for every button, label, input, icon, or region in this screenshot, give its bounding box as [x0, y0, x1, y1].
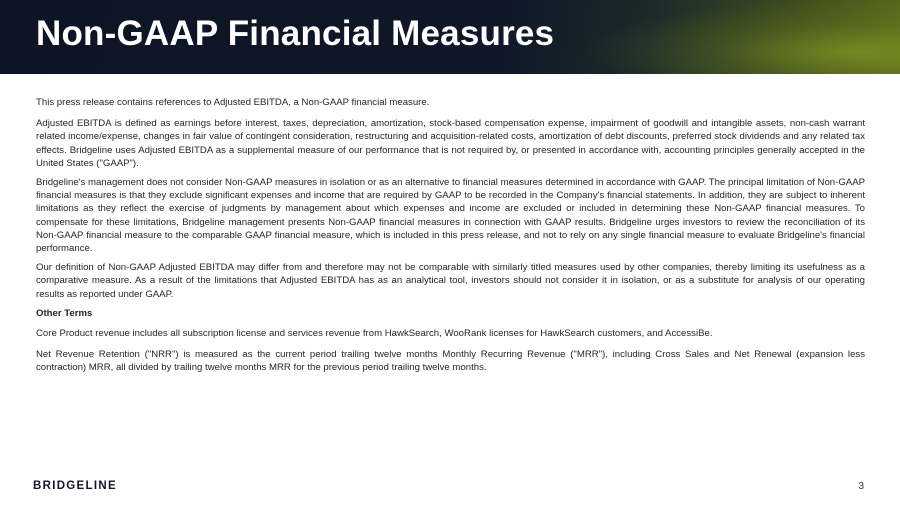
paragraph-definition-comparability: Our definition of Non-GAAP Adjusted EBITDA may differ from and therefore may not be comparable with similarly titled measures used by other companies, thereby limiting its usefulness as a comparative measure. As a result of the limitations that Adjusted EBITDA has as an analytical tool, investors should not consider it in isolation, or as a substitute for analysis of our operating results as reported under GAAP.	[36, 262, 865, 300]
page-number: 3	[858, 481, 864, 492]
header-banner	[0, 0, 900, 74]
paragraph-net-revenue-retention: Net Revenue Retention ("NRR") is measured as the current period trailing twelve months Monthly Recurring Revenue ("MRR"), including Cross Sales and Net Renewal (expansion less contraction) MRR, all divided by trailing twelve months MRR for the previous period trailing twelve months.	[36, 349, 865, 374]
bridgeline-logo: BRIDGELINE	[33, 480, 117, 492]
paragraph-core-product-revenue: Core Product revenue includes all subscription license and services revenue from HawkSearch, WooRank licenses for HawkSearch customers, and AccessiBe.	[36, 328, 713, 340]
section-heading-other-terms: Other Terms	[36, 307, 93, 319]
page-title: Non-GAAP Financial Measures	[36, 14, 555, 53]
body-content	[36, 96, 865, 381]
paragraph-adjusted-ebitda-definition: Adjusted EBITDA is defined as earnings before interest, taxes, depreciation, amortization, stock-based compensation expense, impairment of goodwill and intangible assets, non-cash warrant related income/expense, changes in fair value of contingent consideration, restructuring and acquisition-related costs, amortization of debt discounts, preferred stock dividends and any related tax effects. Bridgeline uses Adjusted EBITDA as a supplemental measure of our performance that is not required by, or presented in accordance with, accounting principles generally accepted in the United States ("GAAP").	[36, 118, 865, 169]
paragraph-intro: This press release contains references to Adjusted EBITDA, a Non-GAAP financial measure.	[36, 97, 430, 108]
paragraph-management-limitations: Bridgeline's management does not consider Non-GAAP measures in isolation or as an alternative to financial measures determined in accordance with GAAP. The principal limitation of Non-GAAP financial measures is that they exclude significant expenses and income that are required by GAAP to be recorded in the Company's financial statements. In addition, they are subject to inherent limitations as they reflect the exercise of judgments by management about which expenses and income are excluded or included in determining these Non-GAAP financial measures. To compensate for these limitations, Bridgeline management presents Non-GAAP financial measures in connection with GAAP results. Bridgeline urges investors to review the reconciliation of its Non-GAAP financial measure to the comparable GAAP financial measure, which is included in this press release, and not to rely on any single financial measure to evaluate Bridgeline's financial performance.	[36, 177, 865, 255]
